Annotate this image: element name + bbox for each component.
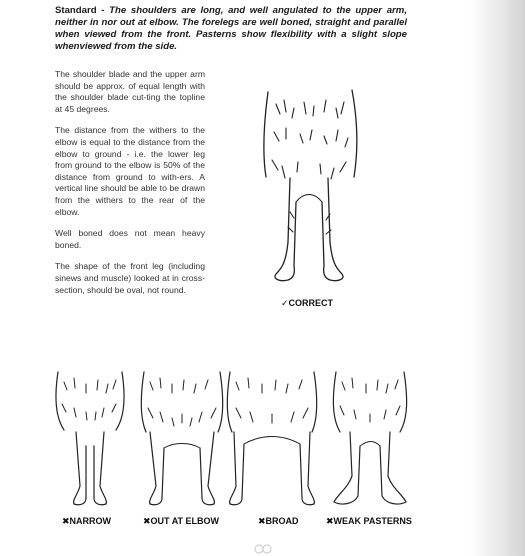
caption-out-at-elbow — [143, 516, 219, 527]
cross-icon: ✖ — [258, 516, 266, 526]
check-icon: ✓ — [281, 298, 289, 308]
paragraph-leg-shape: The shape of the front leg (including sinews and muscle) looked at in cross-section, should be oval, not round. — [55, 261, 205, 295]
caption-weak-pasterns — [326, 516, 412, 527]
paragraph-bone: Well boned does not mean heavy boned. — [55, 228, 205, 250]
figure-out-at-elbow-legs — [138, 368, 226, 510]
standard-text: - The shoulders are long, and well angulated to the upper arm, neither in nor out at elbow. The forelegs are well boned, straight and parallel when viewed from the front. Pasterns show flexibility with a slight slope whenviewed from the side. — [55, 5, 407, 52]
caption-broad — [258, 516, 299, 527]
figure-correct-legs — [254, 82, 366, 294]
paragraph-shoulder: The shoulder blade and the upper arm should be approx. of equal length with the shoulder blade cut-ting the topline at 45 degrees. — [55, 69, 205, 114]
cross-icon: ✖ — [62, 516, 70, 526]
weak-pasterns-legs-drawing — [328, 368, 412, 510]
caption-weak-pasterns-label: WEAK PASTERNS — [333, 516, 412, 526]
caption-broad-label: BROAD — [265, 516, 299, 526]
figure-weak-pasterns-legs — [328, 368, 412, 510]
paragraph-distance: The distance from the withers to the elbow is equal to the distance from the elbow to ground - i.e. the lower leg from ground to the elbow is 50% of the distance from ground to with-ers. A vertical line should be able to be drawn from the withers to the rear of the elbow. — [55, 125, 205, 217]
figure-narrow-legs — [50, 368, 130, 510]
cross-icon: ✖ — [326, 516, 334, 526]
standard-label: Standard — [55, 5, 97, 16]
caption-correct-label: CORRECT — [288, 298, 334, 308]
figure-broad-legs — [226, 368, 318, 510]
cross-icon: ✖ — [143, 516, 151, 526]
broad-legs-drawing — [226, 368, 318, 510]
narrow-legs-drawing — [50, 368, 130, 510]
caption-correct — [281, 298, 333, 309]
correct-legs-drawing — [254, 82, 366, 294]
out-at-elbow-legs-drawing — [138, 368, 226, 510]
caption-narrow — [62, 516, 111, 527]
caption-narrow-label: NARROW — [69, 516, 112, 526]
page-edge-shadow — [470, 0, 525, 556]
caption-out-at-elbow-label: OUT AT ELBOW — [150, 516, 220, 526]
body-text-column — [55, 69, 205, 306]
standard-paragraph — [55, 5, 407, 53]
footer-logo-icon — [253, 544, 273, 554]
